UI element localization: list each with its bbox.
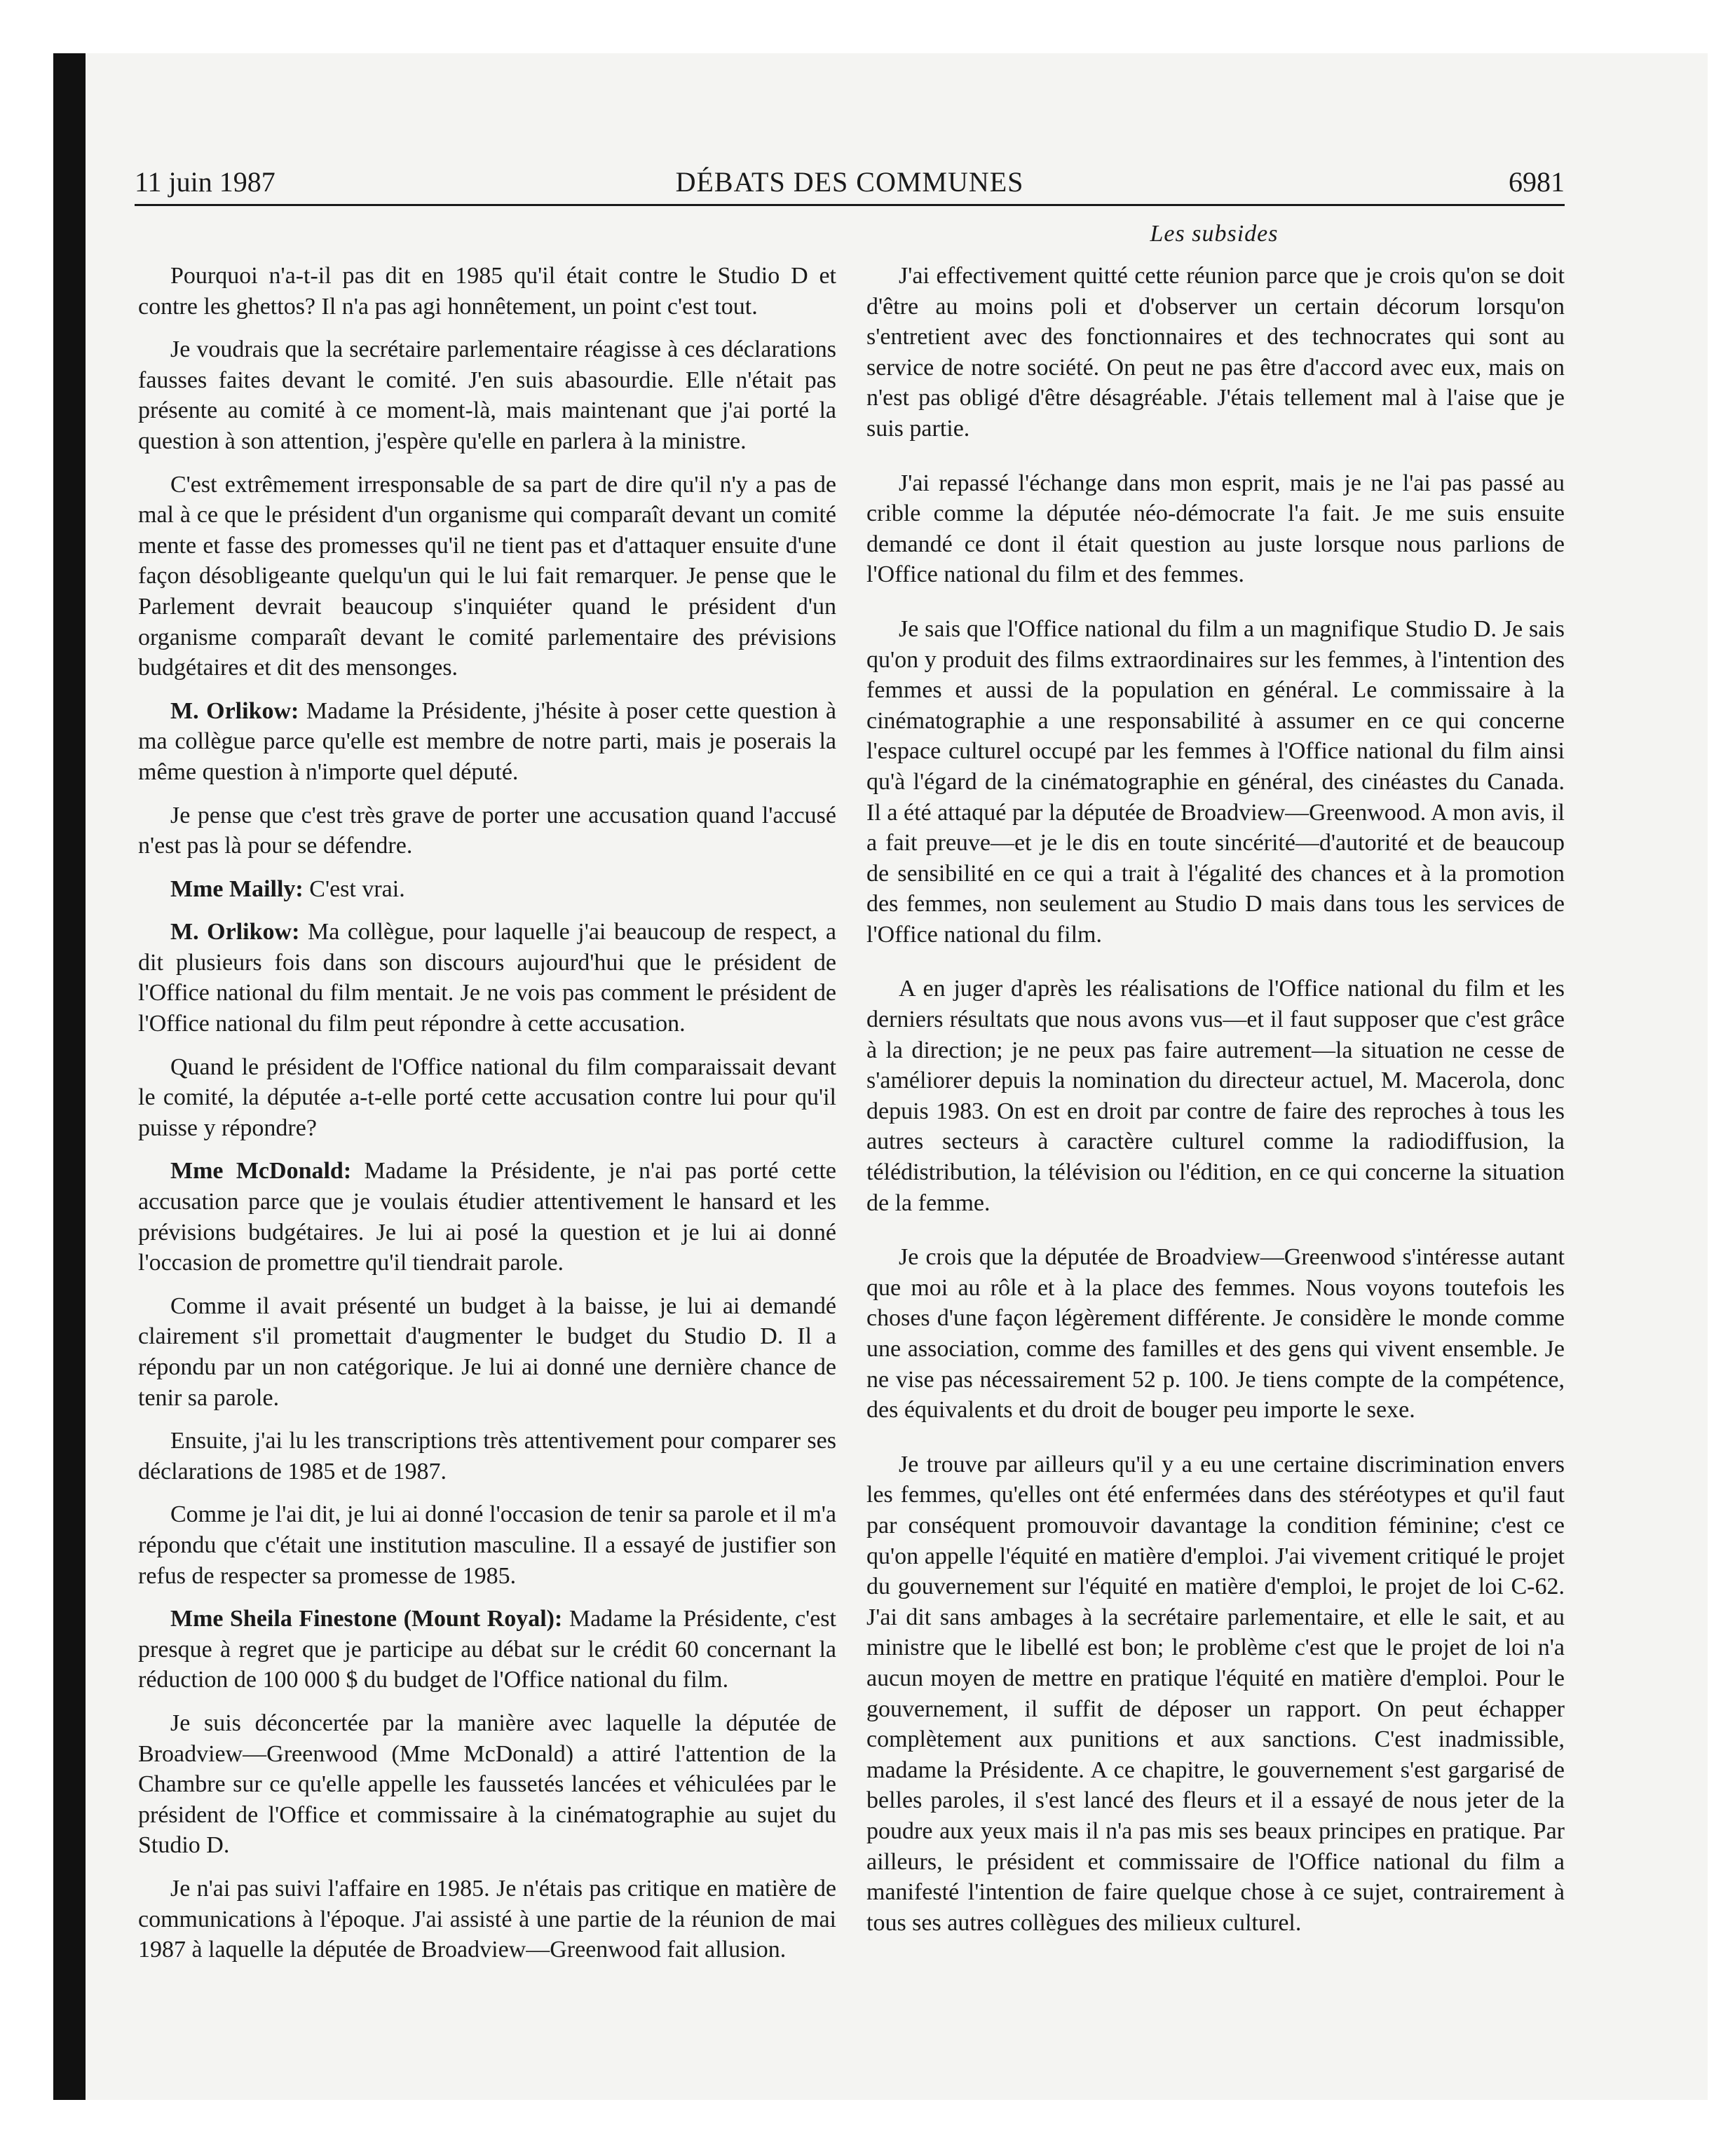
left-column [138,261,836,1978]
speaker-name: Mme Sheila Finestone (Mount Royal): [170,1606,563,1632]
paragraph-text: Comme je l'ai dit, je lui ai donné l'occasion de tenir sa parole et il m'a répondu que c'était une institution masculine. Il a essayé de justifier son refus de respecter sa promesse de 1985. [138,1501,836,1589]
binding-edge [53,53,86,2100]
paragraph [866,261,1565,444]
paragraph-text: Madame la Présidente, j'hésite à poser cette question à ma collègue parce qu'elle est membre de notre parti, mais je poserais la même question à n'importe quel député. [138,697,837,785]
paragraph-text: Je crois que la députée de Broadview—Greenwood s'intéresse autant que moi au rôle et à la place des femmes. Nous voyons toutefois les choses d'une façon légèrement différente. Je considère le monde comme une association, comme des familles et des gens qui vivent ensemble. Je ne vise pas nécessairement 52 p. 100. Je tiens compte de la compétence, des équivalents et du droit de bouger peu importe le sexe. [866,1244,1565,1424]
paragraph [866,468,1565,590]
paragraph-text: C'est extrêmement irresponsable de sa part de dire qu'il n'y a pas de mal à ce que le président d'un organisme qui comparaît devant un comité mente et fasse des promesses qu'il ne tient pas et d'attaquer ensuite d'une façon désobligeante quelqu'un qui le lui fait remarquer. Je pense que le Parlement devrait beaucoup s'inquiéter quand le président d'un organisme comparaît devant le comité parlementaire des prévisions budgétaires et dit des mensonges. [138,471,836,681]
paragraph [866,974,1565,1218]
paragraph [138,1604,836,1696]
paragraph [138,1426,836,1487]
paragraph-text: Ensuite, j'ai lu les transcriptions très attentivement pour comparer ses déclarations de 1985 et de 1987. [138,1428,836,1485]
paragraph [138,917,836,1039]
paragraph [138,470,836,683]
speaker-name: Mme Mailly: [170,875,304,902]
paragraph-text: Je trouve par ailleurs qu'il y a eu une certaine discrimination envers les femmes, qu'elles ont été enfermées dans des stéréotypes et qu'il faut par conséquent promouvoir davantage la condition féminine; c'est ce qu'on appelle l'équité en matière d'emploi. J'ai vivement critiqué le projet du gouvernement sur l'équité en matière d'emploi, le projet de loi C-62. J'ai dit sans ambages à la secrétaire parlementaire, et elle le sait, et au ministre que le libellé est bon; le problème c'est que le projet de loi n'a aucun moyen de mettre en pratique l'équité en matière d'emploi. Pour le gouvernement, il suffit de déposer un rapport. On peut échapper complètement aux punitions et aux sanctions. C'est inadmissible, madame la Présidente. A ce chapitre, le gouvernement s'est gargarisé de belles paroles, il s'est lancé des fleurs et il a essayé de nous jeter de la poudre aux yeux mais il n'a pas mis ses beaux principes en pratique. Par ailleurs, le président et commissaire de l'Office national du film a manifesté l'intention de faire quelque chose à ce sujet, contrairement à tous ses autres collègues des milieux culturel. [866,1451,1565,1936]
paragraph-text: J'ai effectivement quitté cette réunion parce que je crois qu'on se doit d'être au moins poli et d'observer un certain décorum lorsqu'on s'entretient avec des fonctionnaires et des technocrates qui sont au service de notre société. On peut ne pas être d'accord avec eux, mais on n'est pas obligé d'être désagréable. J'étais tellement mal à l'aise que je suis partie. [866,263,1565,442]
paragraph [138,261,836,322]
paragraph-text: Je n'ai pas suivi l'affaire en 1985. Je n'étais pas critique en matière de communications à l'époque. J'ai assisté à une partie de la réunion de mai 1987 à laquelle la députée de Broadview—Greenwood fait allusion. [138,1875,836,1963]
paragraph [138,334,836,456]
paragraph [138,1874,836,1965]
paragraph-text: Je pense que c'est très grave de porter une accusation quand l'accusé n'est pas là pour se défendre. [138,802,836,859]
paragraph [138,1156,836,1278]
paragraph-text: Comme il avait présenté un budget à la baisse, je lui ai demandé clairement s'il promettait d'augmenter le budget du Studio D. Il a répondu par un non catégorique. Je lui ai donné une dernière chance de tenir sa parole. [138,1292,836,1411]
paragraph-text: A en juger d'après les réalisations de l'Office national du film et les derniers résultats que nous avons vus—et il faut supposer que c'est grâce à la direction; je ne peux pas faire autrement—la situation ne cesse de s'améliorer depuis la nomination du directeur actuel, M. Macerola, donc depuis 1983. On est en droit par contre de faire des reproches à tous les autres secteurs à caractère culturel comme la radiodiffusion, la télédistribution, la télévision ou l'édition, en ce qui concerne la situation de la femme. [866,976,1565,1216]
paragraph-text: Ma collègue, pour laquelle j'ai beaucoup de respect, a dit plusieurs fois dans son discours aujourd'hui que le président de l'Office national du film mentait. Je ne vois pas comment le président de l'Office national du film peut répondre à cette accusation. [138,919,836,1037]
paragraph-text: Pourquoi n'a-t-il pas dit en 1985 qu'il était contre le Studio D et contre les ghettos? Il n'a pas agi honnêtement, un point c'est tout. [138,263,836,320]
header-rule [135,204,1565,206]
header-title: DÉBATS DES COMMUNES [675,166,1024,198]
paragraph-text: Je sais que l'Office national du film a un magnifique Studio D. Je sais qu'on y produit des films extraordinaires sur les femmes, à l'intention des femmes et aussi de la population en général. Le commissaire à la cinématographie a une responsabilité à assumer en ce qui concerne l'espace culturel occupé par les femmes à l'Office national du film ainsi qu'à l'égard de la cinématographie en général, des cinéastes du Canada. Il a été attaqué par la députée de Broadview—Greenwood. A mon avis, il a fait preuve—et je le dis en toute sincérité—d'autorité et de beaucoup de sensibilité en ce qui a trait à l'égalité des chances et à la promotion des femmes, non seulement au Studio D mais dans tous les services de l'Office national du film. [866,615,1565,948]
paragraph [138,1499,836,1591]
paragraph [138,1708,836,1861]
page-number: 6981 [1509,166,1565,198]
paragraph-text: J'ai repassé l'échange dans mon esprit, mais je ne l'ai pas passé au crible comme la députée néo-démocrate l'a fait. Je me suis ensuite demandé ce dont il était question au juste lorsque nous parlions de l'Office national du film et des femmes. [866,470,1565,588]
paragraph [138,1291,836,1413]
paragraph-text: Je suis déconcertée par la manière avec laquelle la députée de Broadview—Greenwood (Mme McDonald) a attiré l'attention de la Chambre sur ce qu'elle appelle les faussetés lancées et véhiculées par le président de l'Office et commissaire à la cinématographie au sujet du Studio D. [138,1710,836,1859]
speaker-name: Mme McDonald: [170,1158,352,1185]
paragraph [138,800,836,861]
paragraph-text: Madame la Présidente, c'est presque à regret que je participe au débat sur le crédit 60 concernant la réduction de 100 000 $ du budget de l'Office national du film. [138,1606,836,1693]
paragraph-text: Quand le président de l'Office national du film comparaissait devant le comité, la députée a-t-elle porté cette accusation contre lui pour qu'il puisse y répondre? [138,1053,836,1141]
paragraph [138,1052,836,1144]
running-head [135,165,1565,207]
speaker-name: M. Orlikow: [170,697,299,724]
paragraph [866,1449,1565,1939]
paragraph [138,696,836,788]
paragraph [138,874,836,905]
header-date: 11 juin 1987 [135,166,275,198]
paragraph-text: Madame la Présidente, je n'ai pas porté cette accusation parce que je voulais étudier attentivement le hansard et les prévisions budgétaires. Je lui ai posé la question et je lui ai donné l'occasion de promettre qu'il tiendrait parole. [138,1158,837,1276]
right-column [866,261,1565,1962]
section-title: Les subsides [1150,221,1279,247]
paragraph-text: C'est vrai. [309,875,405,902]
paragraph [866,1242,1565,1426]
speaker-name: M. Orlikow: [170,919,300,946]
paragraph [866,614,1565,950]
paragraph-text: Je voudrais que la secrétaire parlementaire réagisse à ces déclarations fausses faites devant le comité. J'en suis abasourdie. Elle n'était pas présente au comité à ce moment-là, mais maintenant que j'ai porté la question à son attention, j'espère qu'elle en parlera à la ministre. [138,336,836,454]
